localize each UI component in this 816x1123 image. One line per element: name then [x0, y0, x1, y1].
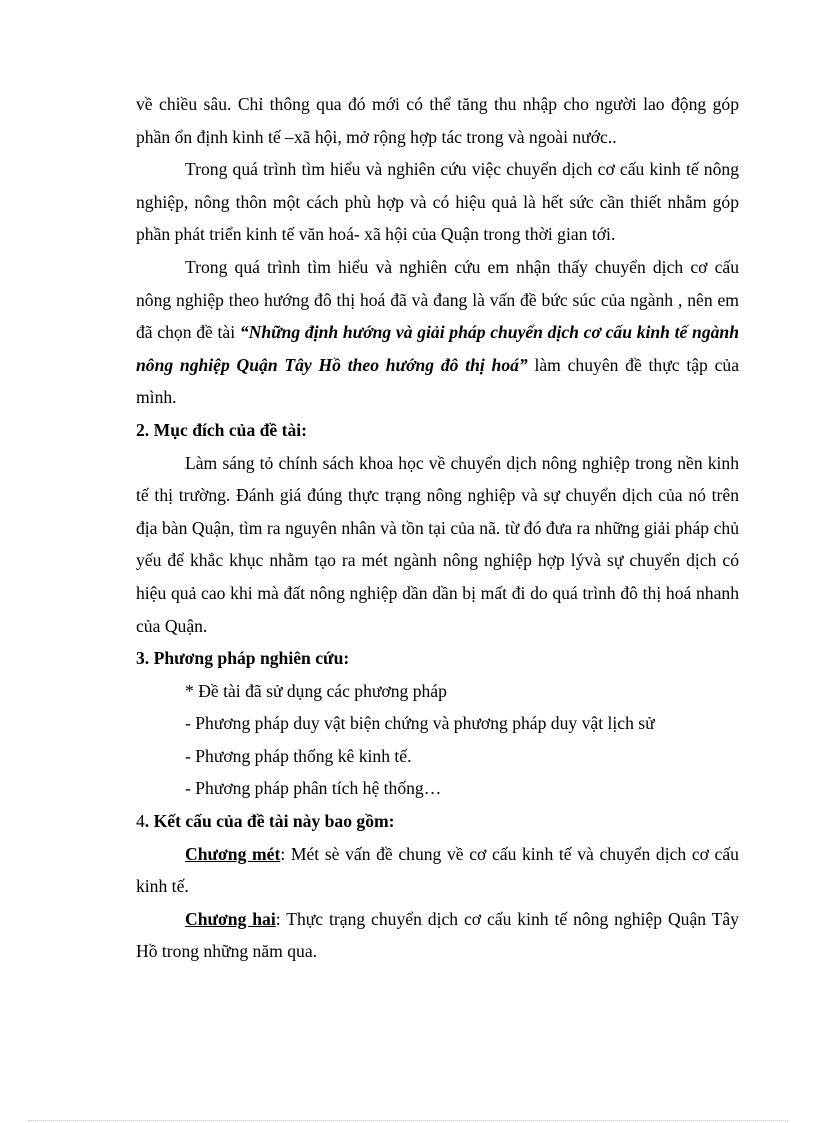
chapter-1-paragraph: [136, 838, 739, 903]
page-bottom-divider: [28, 1120, 788, 1121]
section-3-heading: 3. Phương pháp nghiên cứu:: [136, 648, 350, 669]
chapter-2-label: Chương hai: [185, 908, 276, 929]
thesis-title: “Những định hướng và giải pháp chuyển dịch cơ cấu kinh tế ngành nông nghiệp Quận Tây Hồ theo hướng đô thị hoá”: [136, 322, 740, 375]
method-list-item: - Phương pháp thống kê kinh tế.: [185, 745, 412, 766]
method-list-item: - Phương pháp duy vật biện chứng và phương pháp duy vật lịch sử: [185, 713, 655, 734]
method-list-item: * Đề tài đã sử dụng các phương pháp: [185, 680, 447, 701]
document-page: [136, 88, 739, 968]
chapter-2-description: : Thực trạng chuyển dịch cơ cấu kinh tế nông nghiệp Quận Tây Hồ trong những năm qua.: [136, 908, 739, 962]
intro-paragraph-3: [136, 251, 739, 414]
method-list-item: - Phương pháp phân tích hệ thống…: [185, 778, 442, 799]
section-4-heading: [136, 805, 739, 838]
intro-paragraph-3-lead: Trong quá trình tìm hiểu và nghiên cứu em nhận thấy chuyển dịch cơ cấu nông nghiệp theo hướng đô thị hoá đã và đang là vấn đề bức súc của ngành , nên em đã chọn đề tài: [136, 256, 739, 343]
section-4-number: 4: [136, 811, 145, 832]
intro-paragraph-3-tail: làm chuyên đề thực tập của mình.: [136, 354, 739, 408]
intro-paragraph-2: Trong quá trình tìm hiểu và nghiên cứu việc chuyển dịch cơ cấu kinh tế nông nghiệp, nông thôn một cách phù hợp và có hiệu quả là hết sức cần thiết nhằm góp phần phát triển kinh tế văn hoá- xã hội của Quận trong thời gian tới.: [136, 159, 739, 245]
section-4-heading-text: . Kết cấu của đề tài này bao gồm:: [144, 811, 395, 832]
chapter-1-label: Chương mét: [185, 843, 281, 864]
chapter-1-description: : Mét sè vấn đề chung về cơ cấu kinh tế và chuyển dịch cơ cấu kinh tế.: [136, 843, 739, 897]
section-2-body: Làm sáng tỏ chính sách khoa học về chuyển dịch nông nghiệp trong nền kinh tế thị trường. Đánh giá đúng thực trạng nông nghiệp và sự chuyển dịch của nó trên địa bàn Quận, tìm ra nguyên nhân và tồn tại của nã. từ đó đưa ra những giải pháp chủ yếu để khắc khục nhằm tạo ra mét ngành nông nghiệp hợp lývà sự chuyển dịch có hiệu quả cao khi mà đất nông nghiệp dần dần bị mất đi do quá trình đô thị hoá nhanh của Quận.: [136, 452, 739, 636]
intro-paragraph-1: về chiều sâu. Chỉ thông qua đó mới có thể tăng thu nhập cho người lao động góp phần ổn định kinh tế –xã hội, mở rộng hợp tác trong và ngoài nước..: [136, 94, 739, 147]
section-2-heading: 2. Mục đích của đề tài:: [136, 419, 308, 440]
chapter-2-paragraph: [136, 903, 739, 968]
